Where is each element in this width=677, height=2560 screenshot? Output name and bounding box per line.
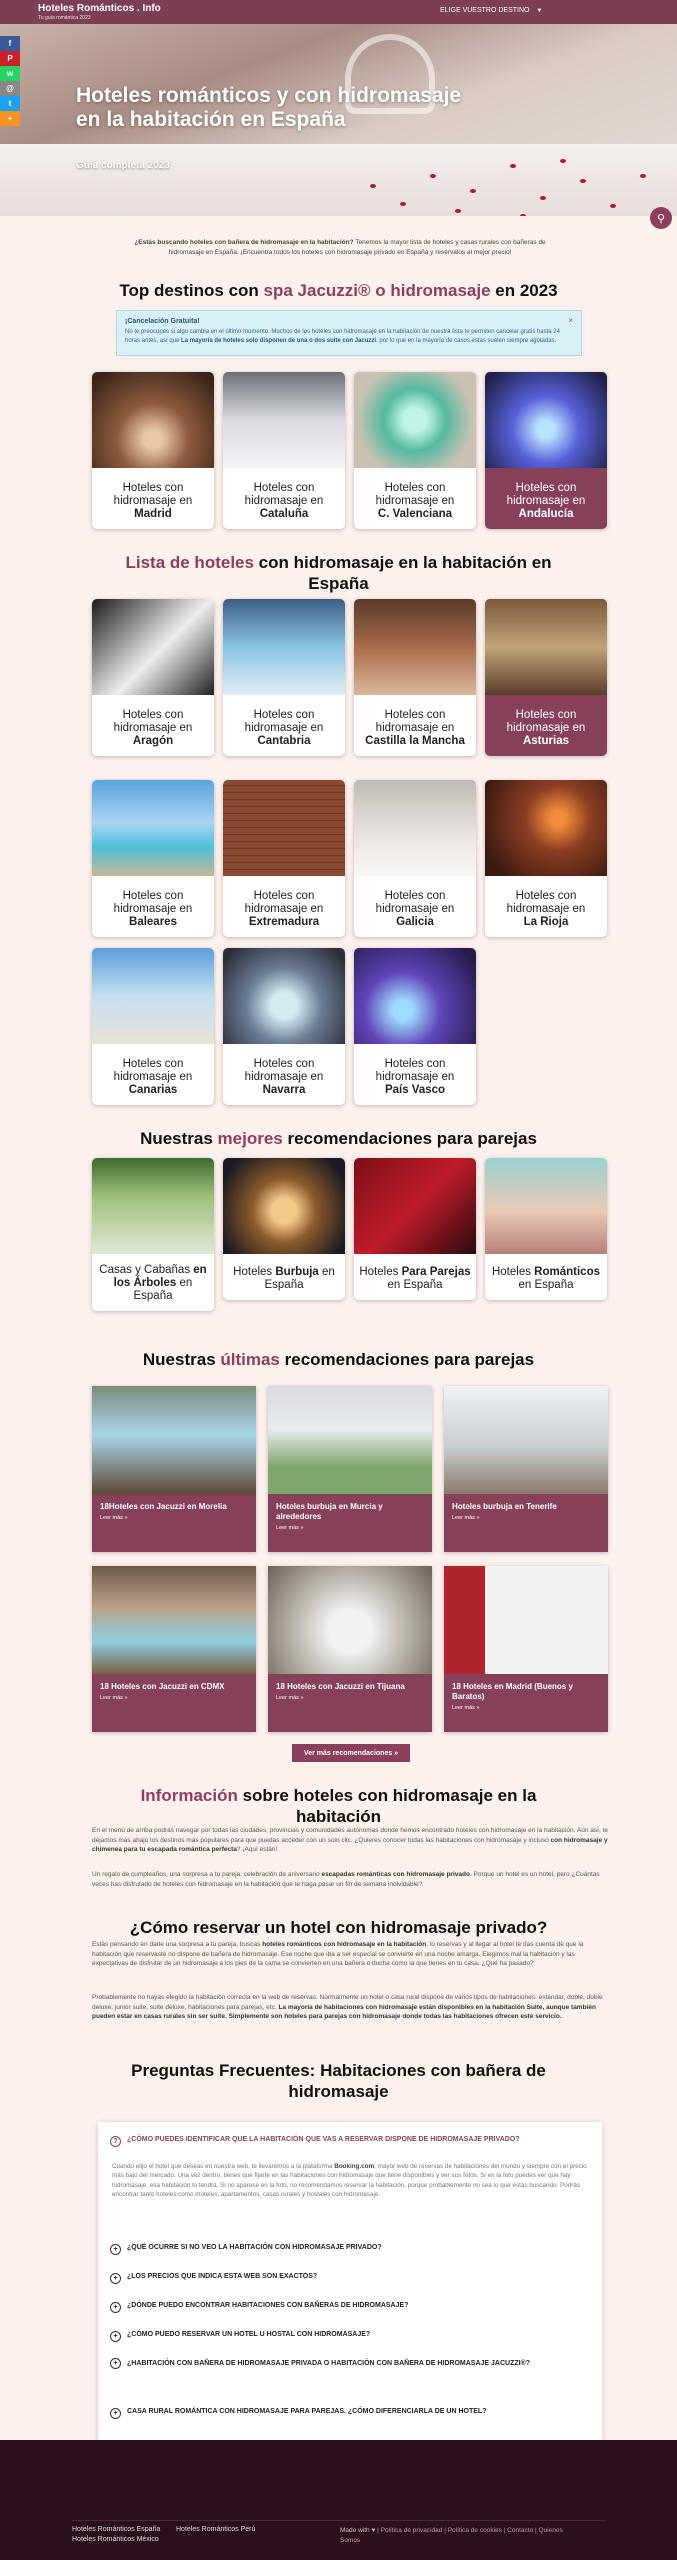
plus-icon: + (110, 2244, 121, 2255)
site-header (0, 0, 677, 24)
post-card[interactable]: Hoteles burbuja en Murcia y alrededores Leer más » (268, 1386, 432, 1552)
plus-icon: + (110, 2358, 121, 2369)
faq-item[interactable]: + CASA RURAL ROMÁNTICA CON HIDROMASAJE PARA PAREJAS. ¿CÓMO DIFERENCIARLA DE UN HOTEL? (110, 2408, 486, 2419)
faq-answer: Cuando elijo el hotel que deseas en nuestra web, te llevaremos a la plataforma Booking.com, mayor web de reservas de habitaciones del mundo y siempre con el precio más bajo del mercado. Una vez dentro, tienes que fijarte en las habitaciones con hidromasaje que tiene disponibles y ver sus fotos. Si en la foto puedes ver que hay hidromasaje, esa habitación lo tendrá. Si no aparece en la foto, no recomendamos reservar la habitación, porque probablemente no sea lo que estás buscando. Podrás encontrar tanto hoteles como moteles, apartamentos, casas rurales y hostales con hidromasaje. (112, 2163, 587, 2199)
hero-subtitle: Guía completa 2023 (76, 160, 170, 171)
intro-lead: ¿Estás buscando hoteles con bañera de hidromasaje en la habitación? (134, 239, 354, 246)
pinterest-icon[interactable]: P (0, 51, 20, 66)
top-destinations-heading: Top destinos con spa Jacuzzi® o hidromasaje en 2023 (119, 281, 558, 300)
free-cancellation-notice: ¡Cancelación Gratuita! No te preocupes si algo cambia en el último momento. Muchos de los hoteles con hidromasaje en la habitación de nuestra lista te permiten cancelar gratis hasta 24 horas antes, así que La mayoría de hoteles solo disponen de una o dos suite con Jacuzzi, por lo que en la mayoría de casos estas suelen siempre agotadas. × (116, 310, 582, 356)
hotel-list-heading: Lista de hoteles con hidromasaje en la habitación en España (125, 553, 552, 593)
faq-item-open[interactable]: ? ¿CÓMO PUEDES IDENTIFICAR QUE LA HABITACIÓN QUE VAS A RESERVAR DISPONE DE HIDROMASAJE PRIVADO? (110, 2136, 520, 2147)
destination-card-valenciana[interactable]: Hoteles con hidromasaje en C. Valenciana (354, 372, 476, 529)
site-footer (0, 2440, 677, 2560)
hero-bed-image (0, 144, 677, 216)
footer-link-peru[interactable]: Hoteles Románticos Perú (176, 2526, 256, 2533)
reco-card-couples[interactable]: Hoteles Para Parejas en España (354, 1158, 476, 1300)
region-card-extremadura[interactable]: Hoteles con hidromasaje en Extremadura (223, 780, 345, 937)
footer-legal: Made with ♥ | Política de privacidad | Política de cookies | Contacto | Quienes Somos (340, 2527, 563, 2544)
booking-heading: ¿Cómo reservar un hotel con hidromasaje privado? (129, 1918, 548, 1937)
region-card-la-rioja[interactable]: Hoteles con hidromasaje en La Rioja (485, 780, 607, 937)
destination-card-madrid[interactable]: Hoteles con hidromasaje en Madrid (92, 372, 214, 529)
post-card[interactable]: 18 Hoteles con Jacuzzi en Tijuana Leer más » (268, 1566, 432, 1732)
region-card-galicia[interactable]: Hoteles con hidromasaje en Galicia (354, 780, 476, 937)
intro-text (130, 238, 550, 258)
site-logo[interactable]: Hoteles Románticos . Info (38, 3, 161, 14)
faq-item[interactable]: + ¿QUÉ OCURRE SI NO VEO LA HABITACIÓN CON HIDROMASAJE PRIVADO? (110, 2244, 382, 2255)
card-image (354, 372, 476, 468)
region-card-canarias[interactable]: Hoteles con hidromasaje en Canarias (92, 948, 214, 1105)
post-card[interactable]: 18Hoteles con Jacuzzi en Morelia Leer más » (92, 1386, 256, 1552)
destination-card-andalucia[interactable]: Hoteles con hidromasaje en Andalucía (485, 372, 607, 529)
faq-expand-icon: ? (110, 2136, 121, 2147)
post-card[interactable]: 18 Hoteles en Madrid (Buenos y Baratos) Leer más » (444, 1566, 608, 1732)
latest-recommendations-heading: Nuestras últimas recomendaciones para parejas (142, 1350, 535, 1369)
site-tagline: Tu guía romántica 2023 (38, 15, 91, 21)
plus-icon: + (110, 2331, 121, 2342)
region-card-navarra[interactable]: Hoteles con hidromasaje en Navarra (223, 948, 345, 1105)
more-share-icon[interactable]: + (0, 111, 20, 126)
region-card-baleares[interactable]: Hoteles con hidromasaje en Baleares (92, 780, 214, 937)
faq-heading: Preguntas Frecuentes: Habitaciones con bañera de hidromasaje (131, 2061, 546, 2101)
footer-legal-links[interactable]: | Política de privacidad | Política de cookies | Contacto | Quienes Somos (340, 2527, 563, 2544)
region-card-pais-vasco[interactable]: Hoteles con hidromasaje en País Vasco (354, 948, 476, 1105)
twitter-icon[interactable]: t (0, 96, 20, 111)
hero-title: Hoteles románticos y con hidromasaje en la habitación en España (76, 84, 462, 131)
post-card[interactable]: 18 Hoteles con Jacuzzi en CDMX Leer más » (92, 1566, 256, 1732)
email-icon[interactable]: @ (0, 81, 20, 96)
whatsapp-icon[interactable]: w (0, 66, 20, 81)
destination-menu[interactable] (440, 7, 542, 14)
chevron-down-icon: ▼ (536, 8, 543, 14)
card-image (92, 372, 214, 468)
plus-icon: + (110, 2273, 121, 2284)
faq-accordion (98, 2122, 602, 2442)
plus-icon: + (110, 2408, 121, 2419)
region-card-cantabria[interactable]: Hoteles con hidromasaje en Cantabria (223, 599, 345, 756)
notice-title: ¡Cancelación Gratuita! (125, 318, 200, 325)
card-image (485, 372, 607, 468)
hero-banner (0, 24, 677, 216)
region-card-aragon[interactable]: Hoteles con hidromasaje en Aragón (92, 599, 214, 756)
booking-paragraph-1: Estás pensando en darle una sorpresa a tu pareja, buscas hoteles románticos con hidromasaje en la habitación, lo reservas y al llegar al hotel te das cuenta de que la habitación que reservaste no dispone de bañera de hidromasaje. Ese noche que iba a ser especial se convierte en una noche amarga. Elegimos mal la habitación y las expectativas de disfrutar de un hidromasaje a los pies de la cama se convierten en una bañera o ducha como la que tienes en tu casa. ¿Qué ha pasado? (92, 1941, 584, 1968)
footer-link-mexico[interactable]: Hoteles Románticos México (72, 2536, 159, 2543)
plus-icon: + (110, 2302, 121, 2313)
card-image (223, 372, 345, 468)
footer-link-espana[interactable]: Hoteles Románticos España (72, 2526, 161, 2533)
search-icon: ⚲ (656, 212, 666, 225)
reco-card-romantic[interactable]: Hoteles Románticos en España (485, 1158, 607, 1300)
destination-card-cataluna[interactable]: Hoteles con hidromasaje en Cataluña (223, 372, 345, 529)
close-icon[interactable]: × (568, 316, 573, 325)
intro-body: Tenemos la mayor lista de hoteles y casas rurales con bañeras de hidromasaje en España. ¡Encuentra todos los hoteles con hidromasaje privado en España y resérvalos al mejor precio! (168, 239, 546, 256)
region-card-castilla-la-mancha[interactable]: Hoteles con hidromasaje en Castilla la Mancha (354, 599, 476, 756)
booking-paragraph-2: Probablemente no hayas elegido la habitación correcta en la web de reservas. Normalmente un hotel o casa rural dispone de varios tipos de habitaciones: estándar, doble, doble deluxe, junior suite, suite deluxe, habitaciones para parejas, etc. La mayoría de habitaciones con hidromasaje están disponibles en la habitación Suite, aunque también pueden estar en casas rurales sin ser suite. Simplemente son hoteles para parejas con hidromasaje donde todas las habitaciones ofrecen este servicio. (92, 1994, 603, 2021)
info-paragraph-1: En el menú de arriba podrás navegar por todas las ciudades, provincias y comunidades autónomas donde hemos encontrado hoteles con hidromasaje en la habitación. Aún así, te dejamos más abajo los destinos más populares para que puedas acceder con un solo clic. ¿Quieres conocer todas las habitaciones con hidromasaje y incluso con hidromasaje y chimenea para tu escapada romántica perfecta? ¡Aquí están! (92, 1827, 608, 1854)
faq-item[interactable]: + ¿HABITACIÓN CON BAÑERA DE HIDROMASAJE PRIVADA O HABITACIÓN CON BAÑERA DE HIDROMASAJE JACUZZI®? (110, 2358, 580, 2369)
faq-item[interactable]: + ¿DÓNDE PUEDO ENCONTRAR HABITACIONES CON BAÑERAS DE HIDROMASAJE? (110, 2302, 408, 2313)
share-sidebar (0, 36, 20, 126)
facebook-icon[interactable]: f (0, 36, 20, 51)
best-recommendations-heading: Nuestras mejores recomendaciones para parejas (140, 1129, 537, 1148)
heart-icon: ♥ (371, 2527, 376, 2534)
faq-item[interactable]: + ¿CÓMO PUEDO RESERVAR UN HOTEL U HOSTAL CON HIDROMASAJE? (110, 2331, 370, 2342)
faq-item[interactable]: + ¿LOS PRECIOS QUE INDICA ESTA WEB SON EXACTOS? (110, 2273, 317, 2284)
region-card-asturias[interactable]: Hoteles con hidromasaje en Asturias (485, 599, 607, 756)
info-paragraph-2: Un regalo de cumpleaños, una sorpresa a tu pareja, celebración de aniversario escapadas románticas con hidromasaje privado. Porque un hotel es un hotel, pero ¿Cuántas veces has disfrutado de hoteles con hidromasaje en la habitación que te haga pasar un fin de semana inolvidable? (92, 1871, 600, 1888)
reco-card-bubble[interactable]: Hoteles Burbuja en España (223, 1158, 345, 1300)
search-button[interactable] (650, 207, 672, 229)
reco-card-treehouses[interactable]: Casas y Cabañas en los Árboles en España (92, 1158, 214, 1311)
more-recommendations-button[interactable]: Ver más recomendaciones » (292, 1744, 410, 1762)
info-heading: Información sobre hoteles con hidromasaje en la habitación (140, 1786, 537, 1826)
destination-menu-label: ELIGE VUESTRO DESTINO (440, 7, 530, 14)
footer-divider (72, 2520, 605, 2521)
post-card[interactable]: Hoteles burbuja en Tenerife Leer más » (444, 1386, 608, 1552)
